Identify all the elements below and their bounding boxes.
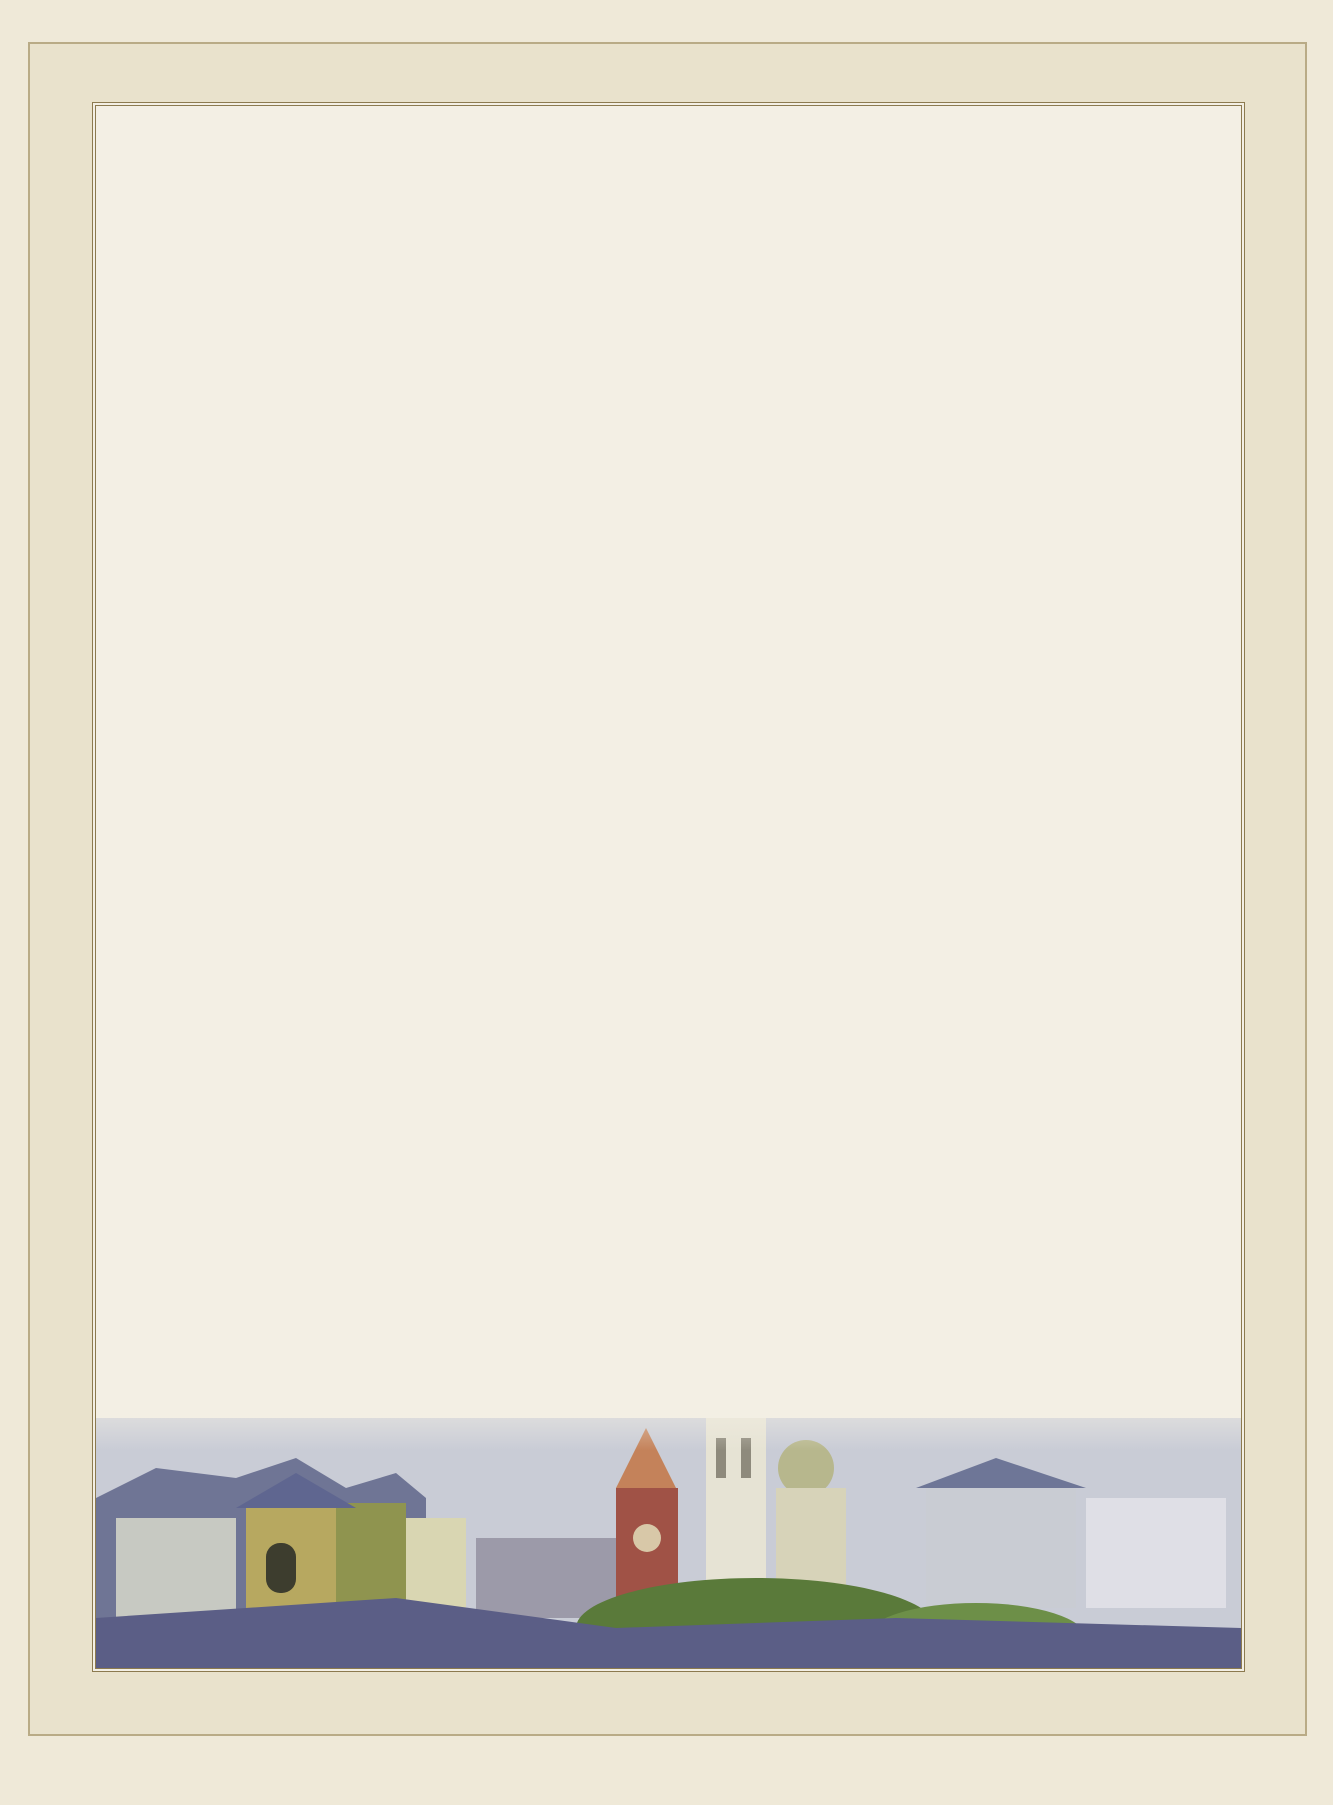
ornament-strip-bottom: [90, 1680, 1240, 1732]
contents-panel: [92, 102, 1245, 1672]
ornament-strip-left: [34, 104, 90, 1674]
ornament-strip-right: [1244, 104, 1300, 1674]
ornament-strip-top: [90, 50, 1240, 102]
cityscape-illustration: [96, 1378, 1241, 1668]
